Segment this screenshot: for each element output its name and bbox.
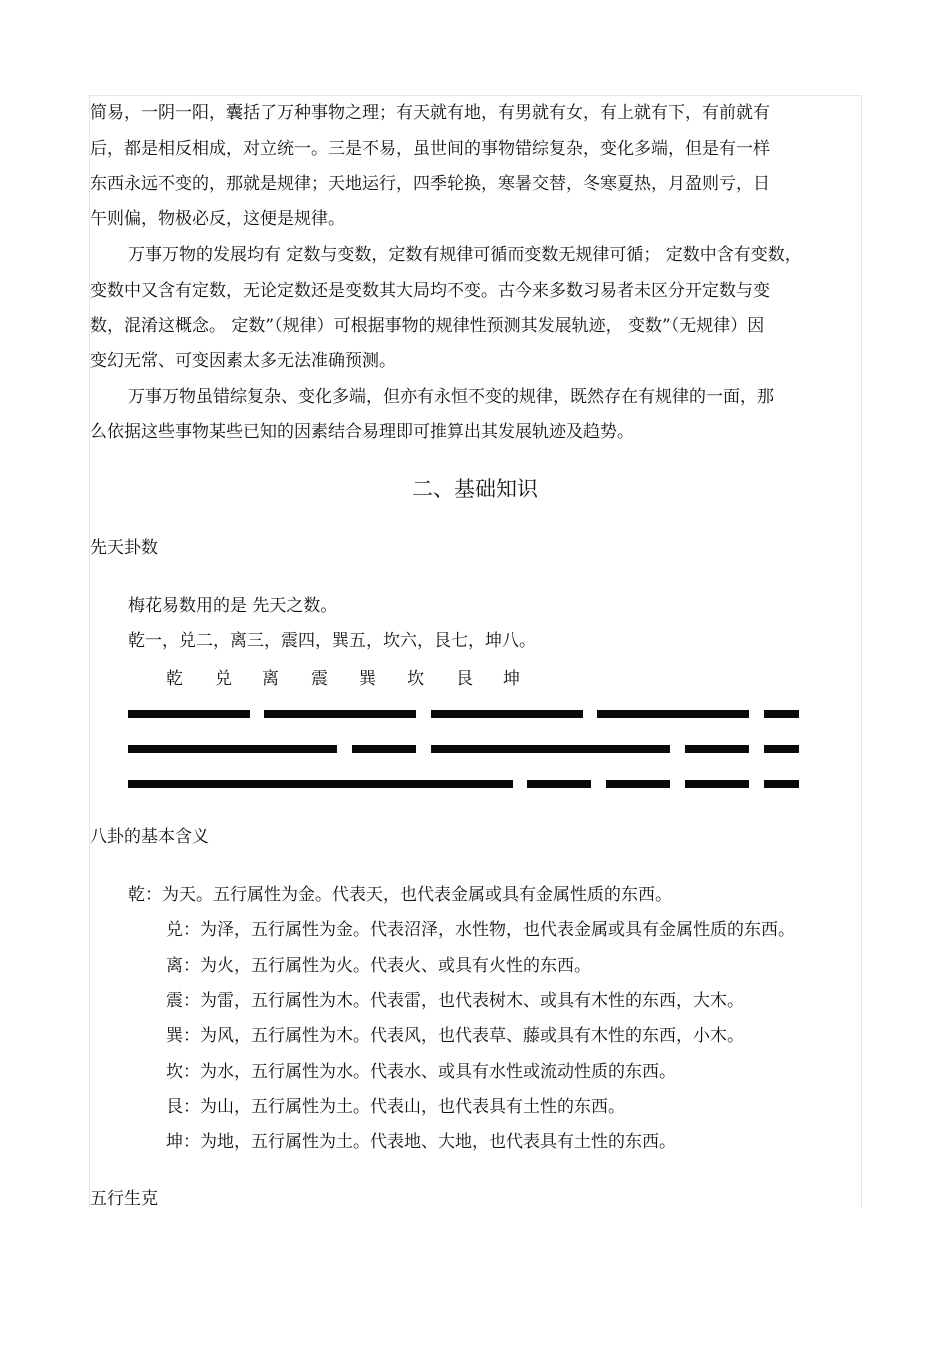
trigram-bar	[431, 710, 583, 718]
trigram-bar	[128, 780, 513, 788]
meaning-kun: 坤：为地，五行属性为土。代表地、大地，也代表具有土性的东西。	[166, 1132, 676, 1152]
trigram-name-gen: 艮	[456, 669, 473, 689]
trigram-bar	[597, 710, 749, 718]
trigram-bar	[128, 710, 250, 718]
trigram-bar	[527, 780, 591, 788]
meaning-xun: 巽：为风，五行属性为木。代表风，也代表草、藤或具有木性的东西，小木。	[166, 1026, 744, 1046]
para2-line-2: 变数中又含有定数，无论定数还是变数其大局均不变。古今来多数习易者未区分开定数与变	[90, 281, 770, 301]
trigram-bar	[352, 745, 416, 753]
meaning-li: 离：为火，五行属性为火。代表火、或具有火性的东西。	[166, 956, 591, 976]
intro-line-1: 简易，一阴一阳，囊括了万种事物之理；有天就有地，有男就有女，有上就有下，有前就有	[90, 103, 770, 123]
subsection-title-wuxing: 五行生克	[90, 1189, 158, 1209]
meaning-qian: 乾：为天。五行属性为金。代表天，也代表金属或具有金属性质的东西。	[128, 885, 672, 905]
trigram-bar	[606, 780, 670, 788]
xiantian-intro: 梅花易数用的是 先天之数。	[128, 596, 338, 616]
trigram-name-kun: 坤	[503, 669, 520, 689]
para3-line-2: 么依据这些事物某些已知的因素结合易理即可推算出其发展轨迹及趋势。	[90, 422, 634, 442]
trigram-name-dui: 兑	[215, 669, 232, 689]
meaning-kan: 坎：为水，五行属性为水。代表水、或具有水性或流动性质的东西。	[166, 1062, 676, 1082]
intro-line-4: 午则偏，物极必反，这便是规律。	[90, 209, 345, 229]
trigram-bar	[264, 710, 416, 718]
trigram-bar	[764, 780, 799, 788]
intro-line-3: 东西永远不变的，那就是规律；天地运行，四季轮换，寒暑交替，冬寒夏热，月盈则亏，日	[90, 174, 770, 194]
trigram-name-qian: 乾	[166, 669, 183, 689]
subsection-title-xiantian: 先天卦数	[90, 538, 158, 558]
trigram-name-xun: 巽	[359, 669, 376, 689]
trigram-bar	[685, 780, 749, 788]
meaning-dui: 兑：为泽，五行属性为金。代表沼泽，水性物，也代表金属或具有金属性质的东西。	[166, 920, 795, 940]
subsection-title-bagua: 八卦的基本含义	[90, 827, 209, 847]
section-heading: 二、基础知识	[412, 477, 538, 501]
para2-line-1: 万事万物的发展均有 定数与变数，定数有规律可循而变数无规律可循； 定数中含有变数，	[128, 245, 802, 265]
trigram-bar	[764, 745, 799, 753]
meaning-gen: 艮：为山，五行属性为土。代表山，也代表具有土性的东西。	[166, 1097, 625, 1117]
trigram-name-li: 离	[262, 669, 279, 689]
trigram-name-zhen: 震	[311, 669, 328, 689]
para2-line-4: 变幻无常、可变因素太多无法准确预测。	[90, 351, 396, 371]
trigram-numbers: 乾一，兑二，离三，震四，巽五，坎六，艮七，坤八。	[128, 631, 536, 651]
para3-line-1: 万事万物虽错综复杂、变化多端，但亦有永恒不变的规律，既然存在有规律的一面，那	[128, 387, 774, 407]
trigram-bar	[764, 710, 799, 718]
intro-line-2: 后，都是相反相成，对立统一。三是不易，虽世间的事物错综复杂，变化多端，但是有一样	[90, 139, 770, 159]
trigram-bar	[685, 745, 749, 753]
para2-line-3: 数，混淆这概念。 定数”（规律）可根据事物的规律性预测其发展轨迹， 变数”（无规律）因	[90, 316, 765, 336]
trigram-bar	[128, 745, 337, 753]
trigram-bar	[431, 745, 670, 753]
trigram-name-kan: 坎	[407, 669, 424, 689]
meaning-zhen: 震：为雷，五行属性为木。代表雷，也代表树木、或具有木性的东西，大木。	[166, 991, 744, 1011]
